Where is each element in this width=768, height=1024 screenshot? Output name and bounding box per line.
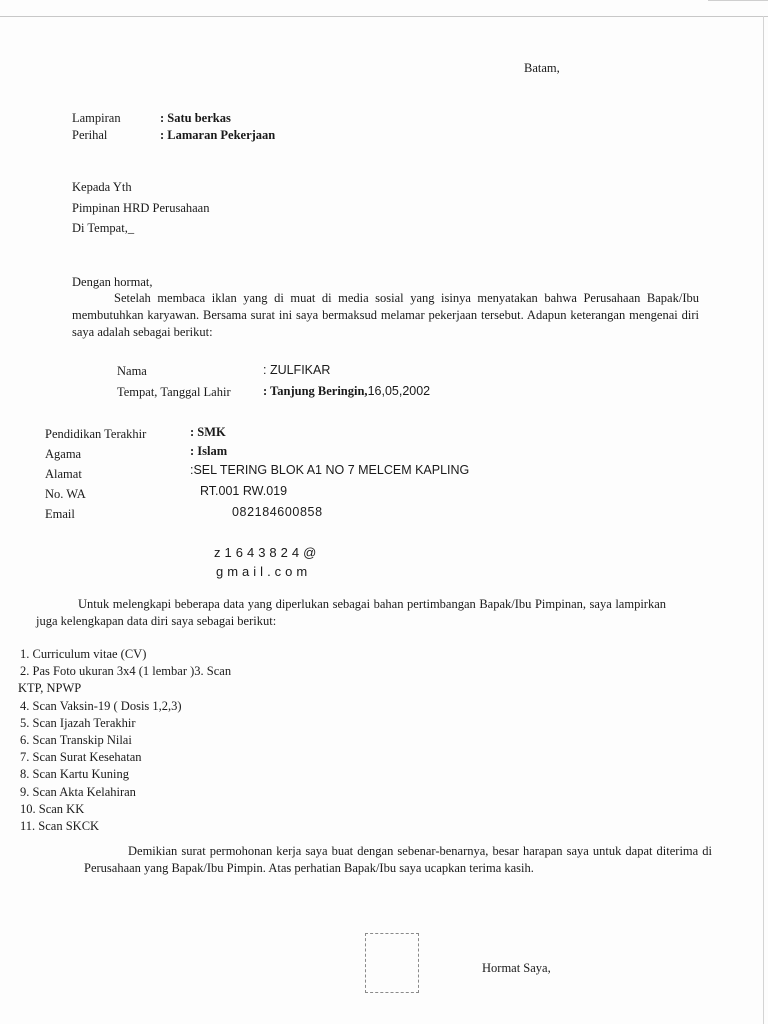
list-item: KTP, NPWP [18, 681, 82, 696]
list-item: 10. Scan KK [20, 801, 85, 816]
list-item: 2. Pas Foto ukuran 3x4 (1 lembar )3. Scan [20, 664, 232, 679]
wa-label: No. WA [45, 487, 86, 501]
lampiran-value: : Satu berkas [160, 111, 231, 125]
nama-value: : ZULFIKAR [263, 363, 331, 377]
agama-value: : Islam [190, 444, 228, 458]
email-value-line1: z1643824@ [214, 545, 321, 560]
page-edge [0, 16, 768, 17]
page-edge [763, 16, 764, 1024]
list-item: 6. Scan Transkip Nilai [20, 733, 132, 748]
list-item: 11. Scan SKCK [20, 819, 100, 834]
alamat-value-2: RT.001 RW.019 [200, 484, 288, 498]
lampiran-label: Lampiran [72, 111, 121, 125]
wa-value: 082184600858 [232, 505, 323, 519]
alamat-label: Alamat [45, 467, 82, 481]
photo-placeholder [365, 933, 419, 993]
nama-label: Nama [117, 364, 147, 378]
recipient-line: Di Tempat,_ [72, 221, 135, 235]
intro-paragraph: Setelah membaca iklan yang di muat di media sosial yang isinya menyatakan bahwa Perusahaan Bapak/Ibu membutuhkan karyawan. Bersama surat ini saya bermaksud melamar pekerjaan tersebut. Adapun keterangan mengenai diri saya adalah sebagai berikut: [72, 291, 699, 339]
ttl-place: : Tanjung Beringin, [263, 384, 368, 398]
attachment-list [20, 646, 231, 835]
pendidikan-label: Pendidikan Terakhir [45, 427, 147, 441]
list-item: 4. Scan Vaksin-19 ( Dosis 1,2,3) [20, 698, 182, 713]
place-label: Batam, [524, 61, 560, 75]
agama-label: Agama [45, 447, 82, 461]
closing-paragraph: Demikian surat permohonan kerja saya buat dengan sebenar-benarnya, besar harapan saya untuk dapat diterima di Perusahaan yang Bapak/Ibu Pimpin. Atas perhatian Bapak/Ibu saya ucapkan terima kasih. [84, 844, 712, 875]
alamat-value: :SEL TERING BLOK A1 NO 7 MELCEM KAPLING [190, 463, 470, 477]
attachments-intro: Untuk melengkapi beberapa data yang diperlukan sebagai bahan pertimbangan Bapak/Ibu Pimpinan, saya lampirkan juga kelengkapan data diri saya sebagai berikut: [36, 597, 666, 628]
email-value-line2: gmail.com [216, 564, 312, 579]
perihal-label: Perihal [72, 128, 108, 142]
perihal-value: : Lamaran Pekerjaan [160, 128, 276, 142]
list-item: 9. Scan Akta Kelahiran [20, 784, 136, 799]
page-edge [708, 0, 768, 1]
greeting: Dengan hormat, [72, 275, 153, 289]
ttl-value [263, 383, 430, 399]
email-label: Email [45, 507, 75, 521]
recipient-line: Pimpinan HRD Perusahaan [72, 201, 210, 215]
ttl-date: 16,05,2002 [367, 384, 431, 398]
list-item: 5. Scan Ijazah Terakhir [20, 715, 136, 730]
ttl-label: Tempat, Tanggal Lahir [117, 385, 231, 399]
list-item: 8. Scan Kartu Kuning [20, 767, 130, 782]
signoff: Hormat Saya, [482, 961, 551, 975]
list-item: 1. Curriculum vitae (CV) [20, 647, 147, 661]
recipient-line: Kepada Yth [72, 180, 132, 194]
pendidikan-value: : SMK [190, 425, 226, 439]
list-item: 7. Scan Surat Kesehatan [20, 750, 142, 765]
